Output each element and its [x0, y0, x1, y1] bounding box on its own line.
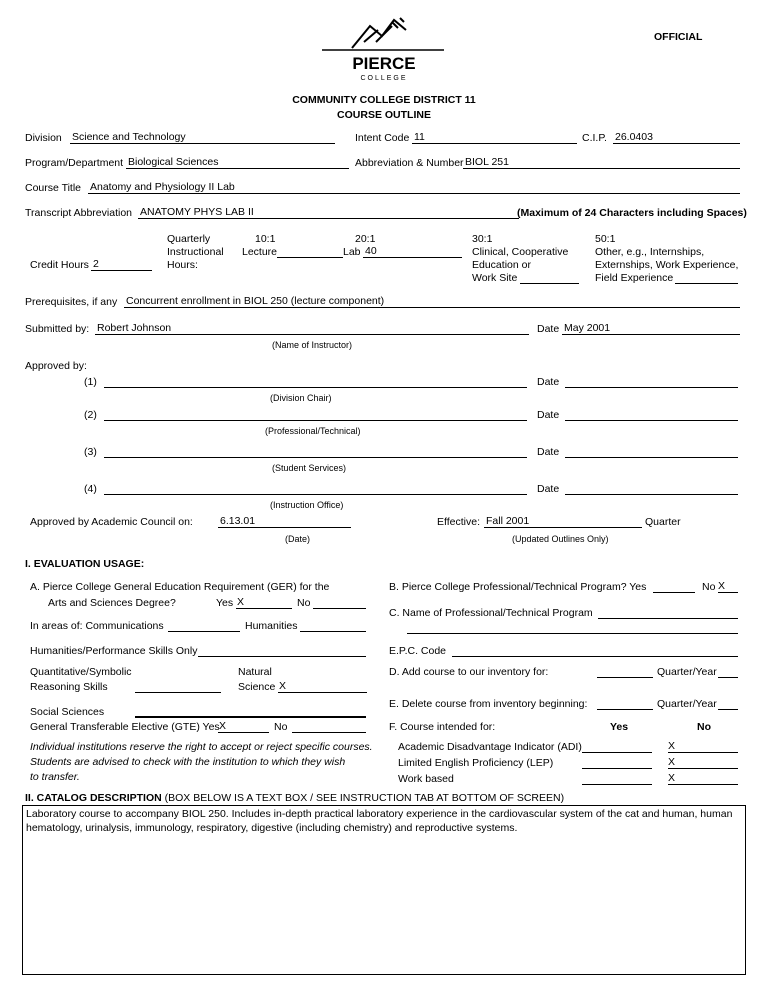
- delete-course-label: E. Delete course from inventory beginning:: [389, 698, 588, 710]
- adi-no-field[interactable]: X: [668, 740, 738, 753]
- council-caption: (Date): [285, 534, 311, 544]
- effective-caption: (Updated Outlines Only): [512, 534, 609, 544]
- catalog-heading: II. CATALOG DESCRIPTION: [25, 792, 162, 804]
- approver-3-date[interactable]: [565, 445, 738, 458]
- lab-label: Lab: [343, 246, 361, 258]
- cip-field[interactable]: 26.0403: [613, 131, 740, 144]
- intent-label: Intent Code: [355, 132, 410, 144]
- other-field[interactable]: [675, 271, 738, 284]
- clinical-2: Clinical, Cooperative: [472, 246, 569, 258]
- gte-yes-field[interactable]: X: [218, 720, 269, 733]
- delete-quarter-label: Quarter/Year: [657, 698, 717, 710]
- abbr-field[interactable]: BIOL 251: [463, 156, 740, 169]
- date-field[interactable]: May 2001: [562, 322, 740, 335]
- intent-field[interactable]: 11: [412, 131, 577, 144]
- qih-2: Instructional: [167, 246, 224, 258]
- submitted-label: Submitted by:: [25, 323, 90, 335]
- add-quarter-label: Quarter/Year: [657, 666, 717, 678]
- prereq-label: Prerequisites, if any: [25, 296, 118, 308]
- approver-4-date[interactable]: [565, 482, 738, 495]
- note-3: to transfer.: [30, 771, 80, 783]
- ger-no-field[interactable]: [313, 596, 366, 609]
- ns-field[interactable]: X: [278, 680, 367, 693]
- prof-tech-label: B. Pierce College Professional/Technical Program? Yes: [389, 581, 647, 593]
- approver-2-date-label: Date: [537, 409, 560, 421]
- lab-field[interactable]: 40: [363, 245, 462, 258]
- qs-field[interactable]: [135, 680, 221, 693]
- epc-label: E.P.C. Code: [389, 645, 447, 657]
- social-label: Social Sciences: [30, 706, 105, 718]
- approver-1-date-label: Date: [537, 376, 560, 388]
- ger-yes-field[interactable]: X: [236, 596, 292, 609]
- prereq-field[interactable]: Concurrent enrollment in BIOL 250 (lecture component): [124, 295, 740, 308]
- council-field[interactable]: 6.13.01: [218, 515, 351, 528]
- communications-label: In areas of: Communications: [30, 620, 164, 632]
- council-label: Approved by Academic Council on:: [30, 516, 193, 528]
- delete-course-field[interactable]: [597, 697, 653, 710]
- instructor-caption: (Name of Instructor): [272, 340, 353, 350]
- program-field[interactable]: Biological Sciences: [126, 156, 349, 169]
- other-3: Externships, Work Experience,: [595, 259, 739, 271]
- svg-text:PIERCE: PIERCE: [352, 54, 416, 73]
- lep-label: Limited English Proficiency (LEP): [398, 757, 554, 769]
- credit-field[interactable]: 2: [91, 258, 152, 271]
- ger-yes-label: Yes: [216, 597, 234, 609]
- approver-1-caption: (Division Chair): [270, 393, 332, 403]
- approver-1-number: (1): [84, 376, 97, 388]
- prof-tech-name-field-2[interactable]: [407, 621, 738, 634]
- intended-for-label: F. Course intended for:: [389, 721, 496, 733]
- svg-text:COLLEGE: COLLEGE: [360, 75, 408, 82]
- communications-field[interactable]: [168, 619, 240, 632]
- humanities-field[interactable]: [300, 619, 366, 632]
- ns-label-2: Science: [238, 681, 276, 693]
- prof-tech-no-label: No: [702, 581, 716, 593]
- transcript-note: (Maximum of 24 Characters including Spaces): [517, 207, 747, 219]
- work-based-no-field[interactable]: X: [668, 772, 738, 785]
- approver-3-number: (3): [84, 446, 97, 458]
- ns-label-1: Natural: [238, 666, 272, 678]
- social-field[interactable]: [135, 704, 366, 718]
- hps-label: Humanities/Performance Skills Only: [30, 645, 198, 657]
- approver-3-caption: (Student Services): [272, 463, 347, 473]
- add-course-field[interactable]: [597, 665, 653, 678]
- lecture-ratio: 10:1: [255, 233, 276, 245]
- approver-2-caption: (Professional/Technical): [265, 426, 361, 436]
- add-quarter-field[interactable]: [718, 665, 738, 678]
- clinical-4: Work Site: [472, 272, 518, 284]
- work-based-yes-field[interactable]: [582, 772, 652, 785]
- gte-label: General Transferable Elective (GTE) Yes: [30, 721, 220, 733]
- transcript-label: Transcript Abbreviation: [25, 207, 132, 219]
- qs-label-2: Reasoning Skills: [30, 681, 108, 693]
- adi-label: Academic Disadvantage Indicator (ADI): [398, 741, 582, 753]
- pierce-college-logo: [320, 12, 448, 84]
- course-title-label: Course Title: [25, 182, 82, 194]
- approver-1-date[interactable]: [565, 375, 738, 388]
- other-4: Field Experience: [595, 272, 674, 284]
- quarter-label: Quarter: [645, 516, 681, 528]
- epc-field[interactable]: [452, 644, 738, 657]
- ger-no-label: No: [297, 597, 311, 609]
- effective-field[interactable]: Fall 2001: [484, 515, 642, 528]
- catalog-heading-row: [25, 792, 564, 805]
- division-label: Division: [25, 132, 62, 144]
- clinical-3: Education or: [472, 259, 531, 271]
- abbr-label: Abbreviation & Number: [355, 157, 464, 169]
- catalog-description-box[interactable]: Laboratory course to accompany BIOL 250. Includes in-depth practical laboratory experience in the cardiovascular system of the cat and human, human hematology, urinalysis, immunology, respiratory, digestive (including chemistry) and reproductive systems.: [22, 805, 746, 975]
- approver-3-date-label: Date: [537, 446, 560, 458]
- approver-4-date-label: Date: [537, 483, 560, 495]
- no-column-header: No: [697, 721, 711, 733]
- program-label: Program/Department: [25, 157, 124, 169]
- course-title-field[interactable]: Anatomy and Physiology II Lab: [88, 181, 740, 194]
- transcript-field[interactable]: ANATOMY PHYS LAB II: [138, 206, 519, 219]
- other-1: 50:1: [595, 233, 616, 245]
- approver-4-field[interactable]: [104, 482, 527, 495]
- prof-tech-yes-field[interactable]: [653, 580, 695, 593]
- gte-no-label: No: [274, 721, 288, 733]
- lab-ratio: 20:1: [355, 233, 376, 245]
- title-district: COMMUNITY COLLEGE DISTRICT 11: [292, 94, 476, 106]
- approver-2-field[interactable]: [104, 408, 527, 421]
- approver-3-field[interactable]: [104, 445, 527, 458]
- lecture-label: Lecture: [242, 246, 278, 258]
- date-label: Date: [537, 323, 560, 335]
- approved-by-label: Approved by:: [25, 360, 87, 372]
- ger-question-2: Arts and Sciences Degree?: [48, 597, 176, 609]
- catalog-note: (BOX BELOW IS A TEXT BOX / SEE INSTRUCTION TAB AT BOTTOM OF SCREEN): [161, 792, 565, 804]
- approver-2-date[interactable]: [565, 408, 738, 421]
- evaluation-heading: I. EVALUATION USAGE:: [25, 558, 145, 570]
- prof-tech-no-field[interactable]: X: [718, 580, 738, 593]
- prof-tech-name-label: C. Name of Professional/Technical Program: [389, 607, 593, 619]
- note-2: Students are advised to check with the institution to which they wish: [30, 756, 346, 768]
- official-label: OFFICIAL: [654, 31, 703, 43]
- qih-1: Quarterly: [167, 233, 211, 245]
- delete-quarter-field[interactable]: [718, 697, 738, 710]
- humanities-label: Humanities: [245, 620, 298, 632]
- lecture-field[interactable]: [277, 245, 343, 258]
- submitted-field[interactable]: Robert Johnson: [95, 322, 529, 335]
- approver-4-caption: (Instruction Office): [270, 500, 344, 510]
- approver-1-field[interactable]: [104, 375, 527, 388]
- lep-no-field[interactable]: X: [668, 756, 738, 769]
- prof-tech-name-field[interactable]: [598, 606, 738, 619]
- lep-yes-field[interactable]: [582, 756, 652, 769]
- title-outline: COURSE OUTLINE: [337, 109, 431, 121]
- adi-yes-field[interactable]: [582, 740, 652, 753]
- ger-question: A. Pierce College General Education Requirement (GER) for the: [30, 581, 330, 593]
- clinical-1: 30:1: [472, 233, 493, 245]
- clinical-field[interactable]: [520, 271, 579, 284]
- approver-2-number: (2): [84, 409, 97, 421]
- division-field[interactable]: Science and Technology: [70, 131, 335, 144]
- work-based-label: Work based: [398, 773, 454, 785]
- other-2: Other, e.g., Internships,: [595, 246, 705, 258]
- note-1: Individual institutions reserve the right to accept or reject specific courses.: [30, 741, 373, 753]
- qs-label-1: Quantitative/Symbolic: [30, 666, 132, 678]
- yes-column-header: Yes: [610, 721, 629, 733]
- effective-label: Effective:: [437, 516, 480, 528]
- cip-label: C.I.P.: [582, 132, 607, 144]
- credit-label: Credit Hours: [30, 259, 89, 271]
- approver-4-number: (4): [84, 483, 97, 495]
- gte-no-field[interactable]: [292, 720, 366, 733]
- add-course-label: D. Add course to our inventory for:: [389, 666, 549, 678]
- qih-3: Hours:: [167, 259, 198, 271]
- hps-field[interactable]: [198, 644, 366, 657]
